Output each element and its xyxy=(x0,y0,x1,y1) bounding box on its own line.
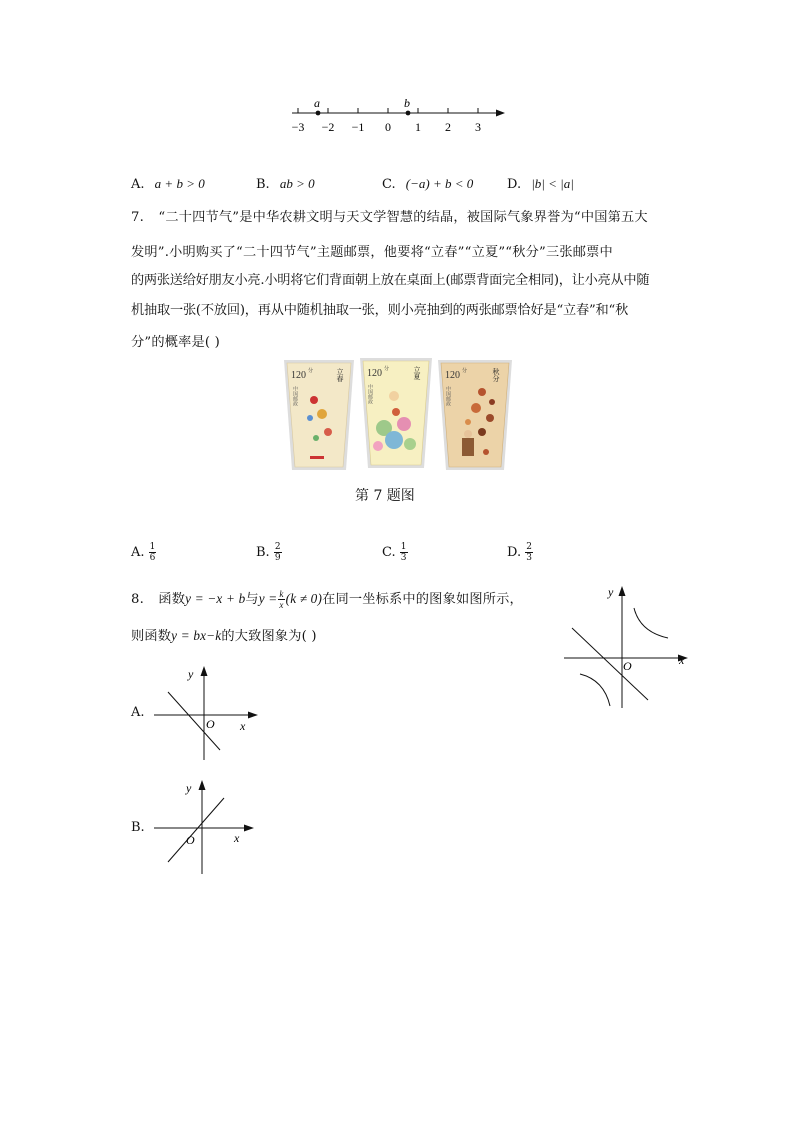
opt-b-x-arrow-icon xyxy=(244,825,254,832)
number-line-tick-label: −2 xyxy=(321,120,335,134)
q8-formula-linear: y = −x + b xyxy=(185,591,246,606)
opt-a-x-arrow-icon xyxy=(248,712,258,719)
q7-line-4 xyxy=(131,299,628,318)
point-a-label: a xyxy=(314,96,320,110)
number-line-arrow-icon xyxy=(496,110,505,117)
stamp-lichun-value: 120 xyxy=(291,370,306,381)
ref-x-label: x xyxy=(679,653,685,667)
q7-line-5 xyxy=(131,331,220,350)
q8-formula-inverse-cond: (k ≠ 0) xyxy=(285,591,323,606)
q7-option-b-label: B. xyxy=(256,545,270,560)
q8-option-b-graph xyxy=(150,776,262,878)
q8-formula-target: y = bx−k xyxy=(171,628,222,643)
q7-stamps-figure xyxy=(282,356,514,474)
q7-line-3 xyxy=(131,269,649,288)
q7-option-c-fraction: $\frac{1}{3}$ xyxy=(400,542,407,563)
q7-text-4: 机抽取一张(不放回)，再从中随机抽取一张，则小亮抽到的两张邮票恰好是“立春”和“秋 xyxy=(131,303,629,318)
opt-b-y-arrow-icon xyxy=(199,780,206,790)
stamp-qiufen-title: 秋分 xyxy=(492,368,500,382)
stamp-lixia-value: 120 xyxy=(367,368,382,379)
q7-option-d-label: D. xyxy=(507,545,522,560)
point-b xyxy=(406,111,411,116)
q7-option-a xyxy=(131,542,156,563)
q7-option-c-label: C. xyxy=(382,545,396,560)
q8-text-d: 则函数 xyxy=(131,629,172,644)
q6-option-d xyxy=(507,176,574,192)
q7-text-1: “二十四节气”是中华农耕文明与天文学智慧的结晶，被国际气象界誉为“中国第五大 xyxy=(158,210,648,225)
q7-line-1 xyxy=(131,206,648,225)
ref-y-label: y xyxy=(608,585,614,599)
q8-number: 8. xyxy=(131,592,144,607)
q7-text-3: 的两张送给好朋友小亮.小明将它们背面朝上放在桌面上(邮票背面完全相同)，让小亮从中随 xyxy=(131,273,650,288)
q8-line-2 xyxy=(131,625,317,644)
opt-b-x-label: x xyxy=(234,831,240,845)
q8-option-a-label: A. xyxy=(131,705,145,720)
q7-figure-caption: 第 7 题图 xyxy=(355,488,415,504)
stamp-qiufen-value: 120 xyxy=(445,370,460,381)
q7-line-2 xyxy=(131,241,613,260)
q8-option-b-label: B. xyxy=(131,820,145,835)
q7-text-5: 分”的概率是( ) xyxy=(131,335,220,350)
ref-hyperbola-q1 xyxy=(634,608,668,638)
q6-option-c-label: C. xyxy=(382,177,396,192)
number-line-tick-label: 1 xyxy=(415,120,421,134)
stamp-lichun-country: 中国邮政 xyxy=(292,386,298,406)
number-line-tick-label: 3 xyxy=(475,120,481,134)
stamp-lixia-unit: 分 xyxy=(384,366,390,372)
q8-text-e: 的大致图象为( ) xyxy=(221,629,317,644)
number-line-tick-label: −3 xyxy=(291,120,305,134)
stamp-lichun-title: 立春 xyxy=(336,368,344,382)
opt-a-x-label: x xyxy=(240,719,246,733)
q7-option-b-fraction: $\frac{2}{9}$ xyxy=(274,542,281,563)
q7-number: 7. xyxy=(131,210,144,225)
q6-option-c xyxy=(382,176,473,192)
q7-option-a-label: A. xyxy=(131,545,145,560)
stamp-lixia xyxy=(360,358,432,468)
ref-linear-line xyxy=(572,628,648,700)
q7-option-a-fraction: $\frac{1}{6}$ xyxy=(149,542,156,563)
opt-b-line xyxy=(168,798,224,862)
opt-b-y-label: y xyxy=(186,781,192,795)
stamp-qiufen-unit: 分 xyxy=(462,368,468,374)
q6-option-b-label: B. xyxy=(256,177,270,192)
point-b-label: b xyxy=(404,96,410,110)
number-line-tick-label: 2 xyxy=(445,120,451,134)
opt-a-origin-label: O xyxy=(206,717,215,731)
opt-b-origin-label: O xyxy=(186,833,195,847)
q8-text-c: 在同一坐标系中的图象如图所示， xyxy=(322,592,523,607)
number-line-tick-label: 0 xyxy=(385,120,391,134)
stamp-qiufen-country: 中国邮政 xyxy=(445,386,451,406)
q6-option-d-expr: |b| < |a| xyxy=(531,176,574,191)
q6-option-c-expr: (−a) + b < 0 xyxy=(405,176,474,191)
number-line-figure xyxy=(284,94,510,142)
q6-option-d-label: D. xyxy=(507,177,522,192)
ref-hyperbola-q3 xyxy=(580,674,610,706)
q8-text-a: 函数 xyxy=(158,592,186,607)
q6-option-b xyxy=(256,176,315,192)
q8-formula-inverse-left: y = xyxy=(258,591,278,606)
number-line-tick-label: −1 xyxy=(351,120,365,134)
stamp-lichun xyxy=(284,360,354,470)
q6-option-a-expr: a + b > 0 xyxy=(154,176,205,191)
q7-option-b xyxy=(256,542,282,563)
q8-option-a-graph xyxy=(150,662,262,764)
q7-option-d-fraction: $\frac{2}{3}$ xyxy=(526,542,532,563)
q7-text-2: 发明”.小明购买了“二十四节气”主题邮票，他要将“立春”“立夏”“秋分”三张邮票中 xyxy=(131,245,613,260)
stamp-qiufen xyxy=(438,360,512,470)
q8-formula-inverse-fraction: $\frac{k}{x}$ xyxy=(279,589,284,610)
q8-line-1 xyxy=(131,588,523,610)
point-a xyxy=(316,111,321,116)
opt-a-y-arrow-icon xyxy=(201,666,208,676)
stamp-lixia-country: 中国邮政 xyxy=(367,384,373,404)
q7-option-c xyxy=(382,542,408,563)
q8-reference-graph xyxy=(560,582,694,712)
q6-option-a-label: A. xyxy=(131,177,145,192)
q6-option-a xyxy=(131,176,205,192)
q6-option-b-expr: ab > 0 xyxy=(279,176,315,191)
opt-a-y-label: y xyxy=(188,667,194,681)
ref-origin-label: O xyxy=(623,659,632,673)
stamp-lixia-title: 立夏 xyxy=(413,366,421,380)
ref-y-arrow-icon xyxy=(619,586,626,596)
stamp-lichun-unit: 分 xyxy=(308,368,314,374)
q8-text-b: 与 xyxy=(245,592,259,607)
q7-option-d xyxy=(507,542,533,563)
